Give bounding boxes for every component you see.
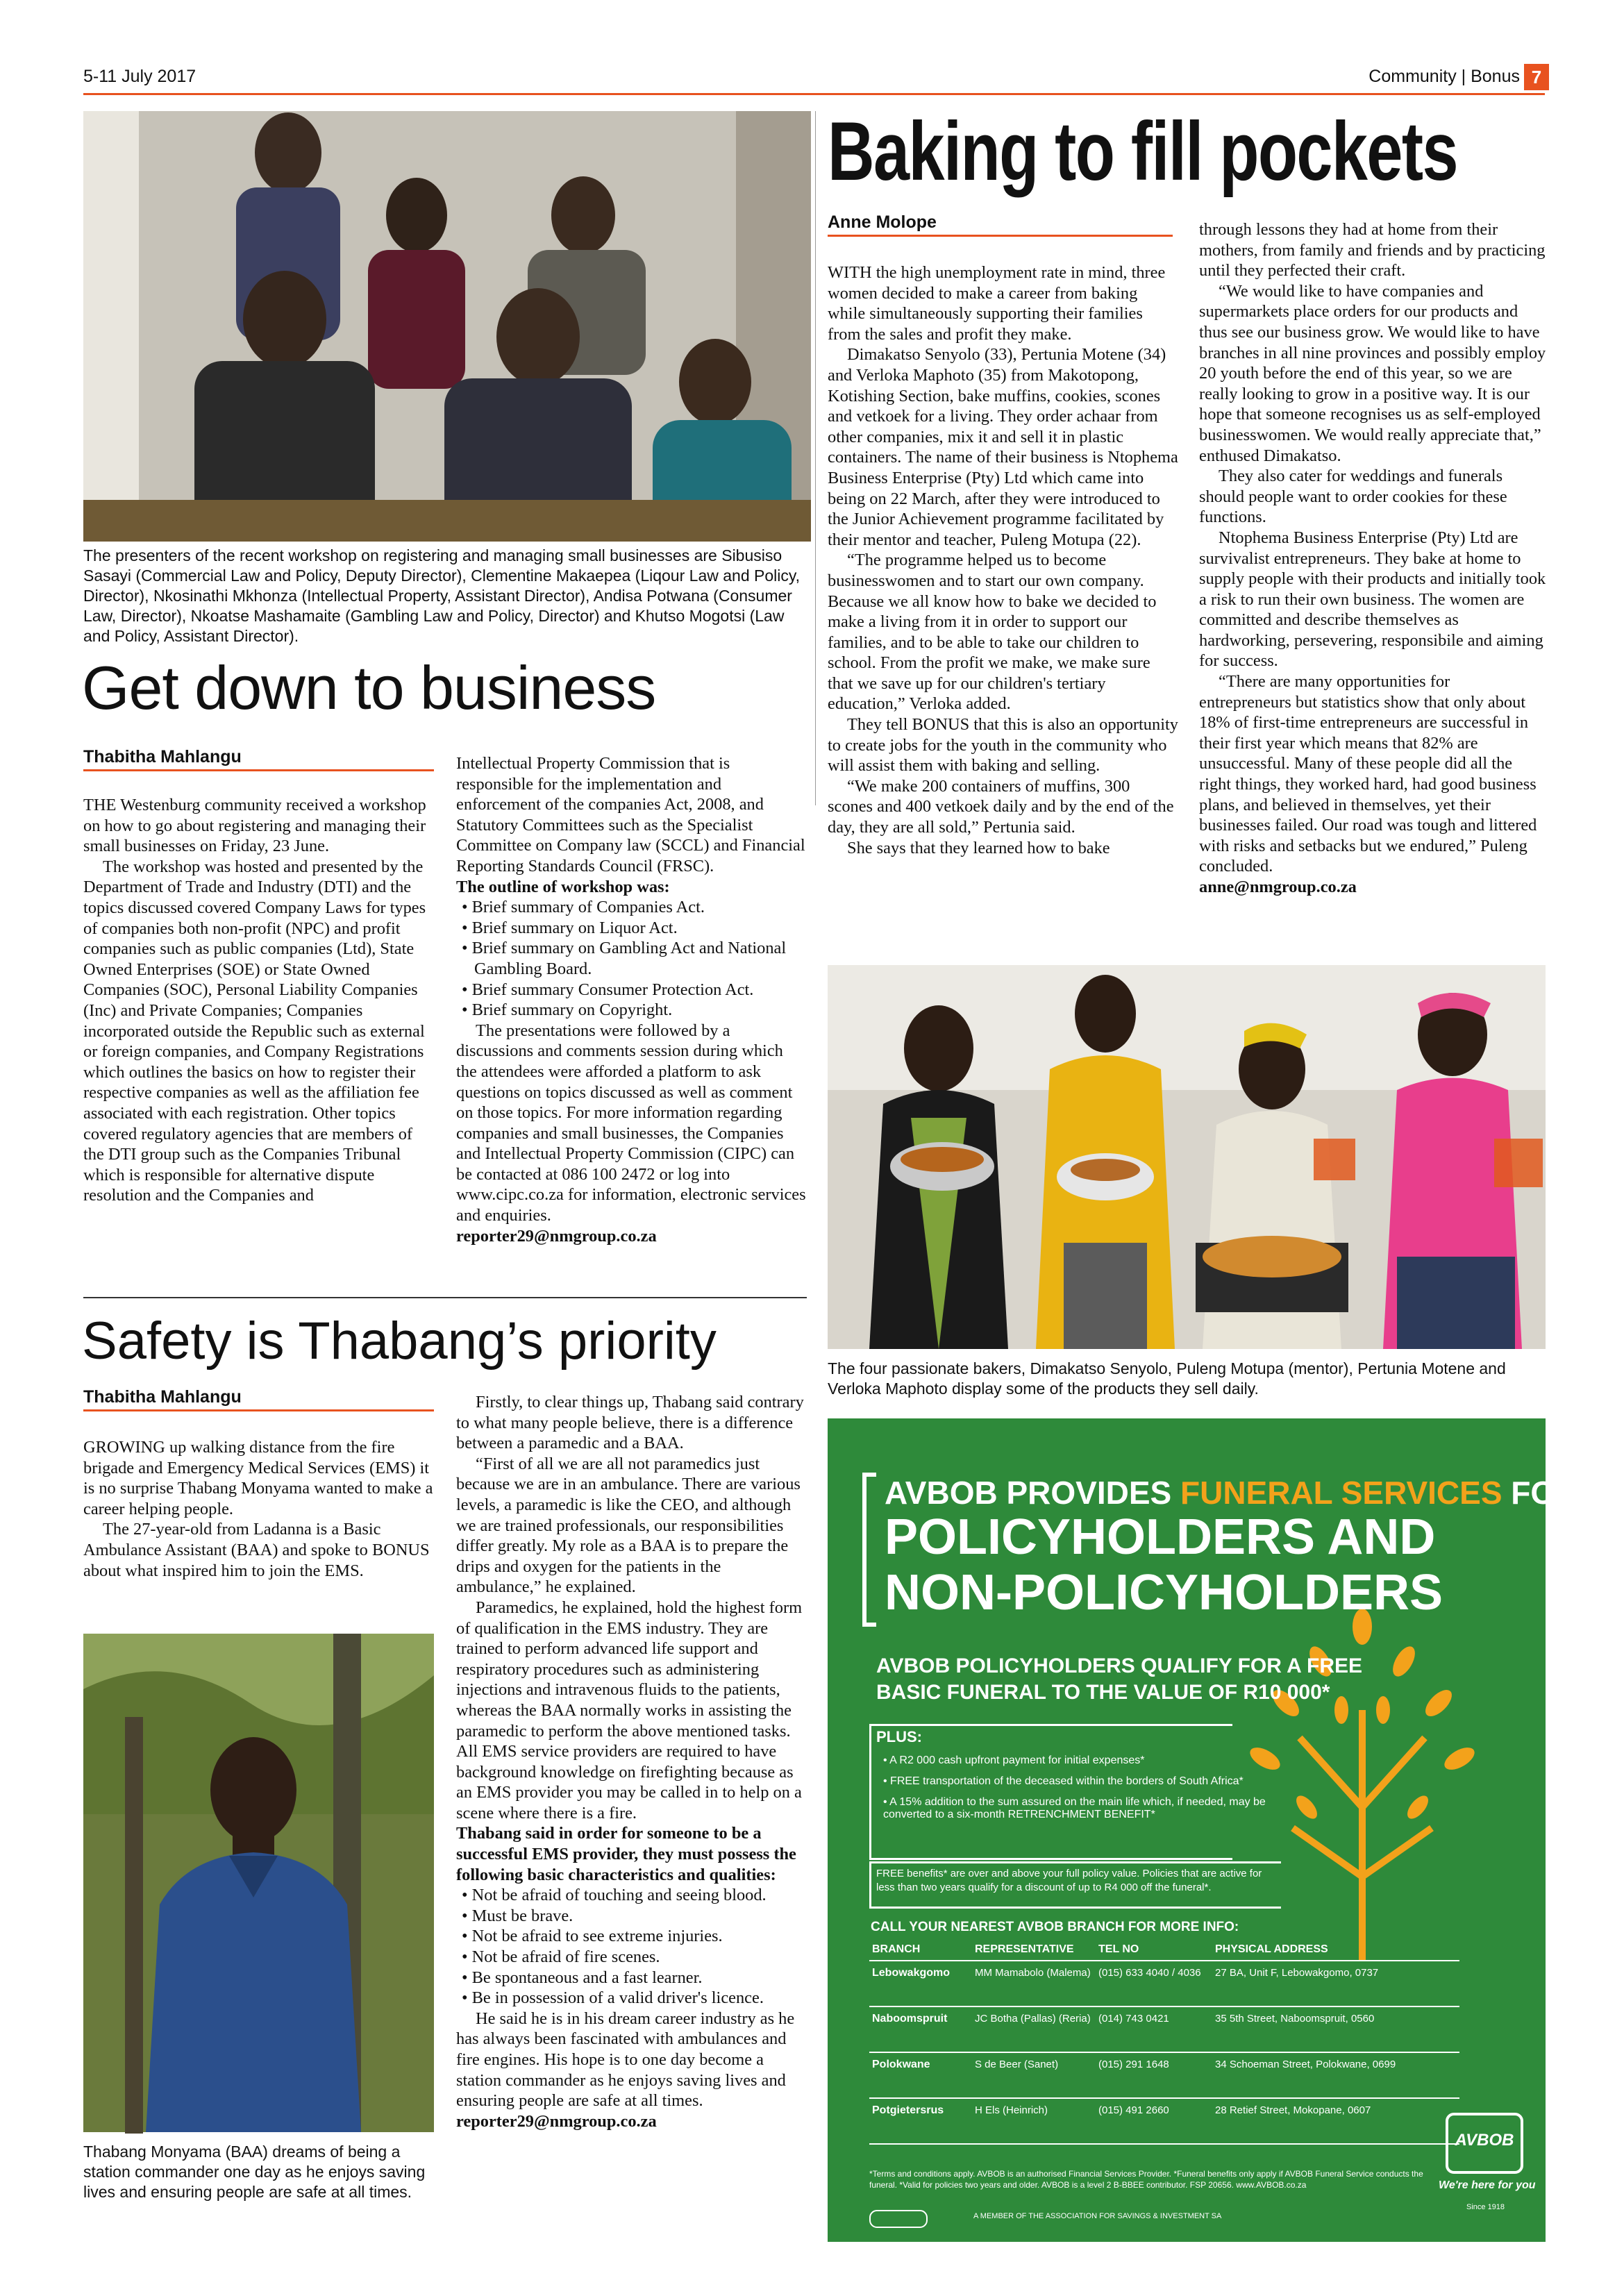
baking-col1-p2: Dimakatso Senyolo (33), Pertunia Motene (34) and Verloka Maphoto (35) from Makotopong, Kotishing Section, bake muffins, cookies, scones and vetkoek for a living. They order achaar from other companies, mix it and sell it in plastic containers. The name of their business is Ntophema Business Enterprise (Pty) Ltd which came into being on 22 March, after they were introduced to the Junior Achievement programme facilitated by their mentor and teacher, Puleng Motupa (22). (828, 345, 1178, 549)
ad-tagline: We're here for you (1439, 2179, 1536, 2191)
thabang-photo-art (83, 1634, 434, 2132)
baking-byline: Anne Molope (828, 212, 937, 232)
safety-col2-p2: “First of all we are all not paramedics just because we are in an ambulance. There are various levels, a paramedic is like the CEO, and although we are trained professionals, our responsibilities differ greatly. My role as a BAA is to prepare the drips and oxygen for the patients in the ambulance,” he explained. (456, 1454, 801, 1597)
plus-item: • FREE transportation of the deceased within the borders of South Africa* (883, 1775, 1244, 1787)
avbob-logo-text: AVBOB (1455, 2131, 1514, 2150)
headline-bracket-left (862, 1473, 876, 1627)
header-rule (83, 93, 1545, 95)
bakers-photo-art (828, 965, 1546, 1349)
business-col1-p1: THE Westenburg community received a workshop on how to go about registering and managing their small businesses on Friday, 23 June. (83, 796, 426, 856)
ad-line3: NON-POLICYHOLDERS (885, 1565, 1443, 1620)
branch-tel: (015) 291 1648 (1098, 2059, 1169, 2070)
baking-email: anne@nmgroup.co.za (1199, 878, 1357, 896)
outline-item: • Brief summary on Liquor Act. (462, 918, 678, 937)
col-tel: TEL NO (1098, 1943, 1139, 1955)
baking-headline: Baking to fill pockets (828, 105, 1458, 198)
plus-item: • A R2 000 cash upfront payment for initial expenses* (883, 1754, 1145, 1766)
business-byline: Thabitha Mahlangu (83, 747, 242, 766)
ad-since: Since 1918 (1466, 2203, 1505, 2211)
bakers-caption: The four passionate bakers, Dimakatso Senyolo, Puleng Motupa (mentor), Pertunia Motene and Verloka Maphoto display some of the products they sell daily. (828, 1359, 1506, 1398)
business-col2-intro: Intellectual Property Commission that is responsible for the implementation and enforcement of the companies Act, 2008, and Statutory Committees such as the Specialist Committee on Company law (SCCL) and Financial Reporting Standards Council (FRSC). (456, 754, 805, 875)
call-heading: CALL YOUR NEAREST AVBOB BRANCH FOR MORE INFO: (871, 1920, 1239, 1934)
baking-col1-p1: WITH the high unemployment rate in mind, three women decided to make a career from baking while simultaneously supporting their families from the sales and profit they make. (828, 263, 1166, 344)
qualities-heading: Thabang said in order for someone to be a successful EMS provider, they must possess the following basic characteristics and qualities: (456, 1824, 796, 1884)
plus-item: • A 15% addition to the sum assured on the main life which, if needed, may be converted to a six-month RETRENCHMENT BENEFIT* (883, 1796, 1266, 1820)
baking-col1-p5: “We make 200 containers of muffins, 300 scones and 400 vetkoek daily and by the end of the day, they are all sold,” Pertunia said. (828, 776, 1174, 837)
safety-col1-p2: The 27-year-old from Ladanna is a Basic Ambulance Assistant (BAA) and spoke to BONUS about what inspired him to join the EMS. (83, 1520, 430, 1580)
section-divider (83, 1297, 807, 1298)
outline-item: • Brief summary on Copyright. (462, 1000, 673, 1020)
thabang-photo (83, 1634, 434, 2132)
page-number: 7 (1524, 64, 1549, 90)
plus-box (869, 1724, 1232, 1860)
column-separator (815, 111, 816, 805)
baking-col1-p4: They tell BONUS that this is also an opportunity to create jobs for the youth in the community who will assist them with baking and selling. (828, 715, 1178, 776)
baking-col2-p4: Ntophema Business Enterprise (Pty) Ltd are survivalist entrepreneurs. They bake at home to supply people with their products and initially took a risk to run their own business. The women are committed and describe themselves as hardworking, persevering, responsibile and aiming for success. (1199, 528, 1546, 671)
outline-item: • Brief summary on Gambling Act and National Gambling Board. (462, 939, 787, 978)
baking-col1-p6: She says that they learned how to bake (847, 838, 1110, 857)
ad-sub1: AVBOB POLICYHOLDERS QUALIFY FOR A FREE (876, 1654, 1363, 1677)
safety-col2 (456, 1392, 807, 2131)
branch-rep: JC Botha (Pallas) (Reria) (975, 2013, 1091, 2025)
branch-addr: 34 Schoeman Street, Polokwane, 0699 (1215, 2059, 1396, 2070)
safety-col2-p1: Firstly, to clear things up, Thabang said contrary to what many people believe, there is a difference between a paramedic and a BAA. (456, 1393, 804, 1453)
table-row (869, 1961, 1459, 2006)
thabang-caption: Thabang Monyama (BAA) dreams of being a station commander one day as he enjoys saving lives and ensuring people are safe at all times. (83, 2143, 426, 2201)
baking-byline-rule (828, 235, 1173, 237)
business-byline-rule (83, 769, 434, 771)
baking-col2-p2: “We would like to have companies and supermarkets place orders for our products and thus see our business grow. We would like to have branches in all nine provinces and possibly employ 20 youth before the end of this year, so we are really looking to grow in a positive way. It is our hope that someone recognises us as self-employed businesswomen. We would really appreciate that,” enthused Dimakatso. (1199, 281, 1546, 465)
safety-col2-p3: Paramedics, he explained, hold the highest form of qualification in the EMS industry. They are trained to perform advanced life support and respiratory procedures such as administering injections and intravenous fluids to the patients, whereas the BAA normally works in assisting the paramedic to perform the above mentioned tasks. (456, 1598, 803, 1741)
table-row (869, 2098, 1459, 2144)
branch-rep: S de Beer (Sanet) (975, 2059, 1059, 2070)
col-branch: BRANCH (872, 1943, 921, 1955)
asisa-logo (869, 2210, 928, 2228)
quality-item: • Be in possession of a valid driver's licence. (462, 1988, 764, 2008)
presenters-photo (83, 111, 811, 542)
avbob-logo (1446, 2113, 1523, 2174)
branch-tel: (015) 491 2660 (1098, 2104, 1169, 2116)
presenters-caption: The presenters of the recent workshop on registering and managing small businesses are Sibusiso Sasayi (Commercial Law and Policy, Deputy Director), Clementine Makaepea (Liqour Law and Policy, Director), Nkosinathi Mkhonza (Intellectual Property, Assistant Director), Andisa Potwana (Consumer Law, Director), Nkoatse Mashamaite (Gambling Law and Policy, Director) and Khutso Mogotsi (Law and Policy, Assistant Director). (83, 546, 801, 645)
free-benefits: FREE benefits* are over and above your full policy value. Policies that are active for less than two years qualify for a discount of up to R4 000 off the funeral*. (876, 1868, 1262, 1893)
safety-outro: He said he is in his dream career industry as he has always been fascinated with ambulances and fire engines. His hope is to one day become a station commander as he enjoys saving lives and ensuring people are safe at all times. (456, 2009, 795, 2111)
branch-table-header (869, 1939, 1459, 1961)
quality-item: • Not be afraid of touching and seeing blood. (462, 1886, 767, 1905)
branch-addr: 28 Retief Street, Mokopane, 0607 (1215, 2104, 1371, 2116)
safety-email: reporter29@nmgroup.co.za (456, 2111, 657, 2131)
ad-line2: POLICYHOLDERS AND (885, 1509, 1436, 1565)
branch-name: Lebowakgomo (872, 1967, 951, 1979)
table-row (869, 2052, 1459, 2098)
quality-item: • Not be afraid of fire scenes. (462, 1947, 660, 1967)
business-col2-outro: The presentations were followed by a discussions and comments session during which the attendees were afforded a platform to ask questions on topics discussed as well as comment on those topics. For more information regarding companies and small businesses, the Companies and Intellectual Property Commission (CIPC) can be contacted at 086 100 2472 or log into www.cipc.co.za for information, electronic services and enquiries. (456, 1021, 806, 1225)
branch-tel: (015) 633 4040 / 4036 (1098, 1967, 1201, 1979)
branch-name: Polokwane (872, 2059, 930, 2070)
outline-item: • Brief summary Consumer Protection Act. (462, 980, 754, 999)
outline-item: • Brief summary of Companies Act. (462, 898, 705, 917)
baking-col2-p1: through lessons they had at home from their mothers, from family and friends and by practicing until they perfected their craft. (1199, 220, 1546, 280)
asisa-text: A MEMBER OF THE ASSOCIATION FOR SAVINGS & INVESTMENT SA (973, 2212, 1222, 2220)
safety-col2-p4: All EMS service providers are required to have background knowledge on firefighting because as an EMS provider you may be called in to help on a scene where there is a fire. (456, 1742, 802, 1822)
safety-col1 (83, 1437, 434, 1581)
outline-heading: The outline of workshop was: (456, 877, 670, 896)
ad-line1: AVBOB PROVIDES FUNERAL SERVICES FOR (885, 1475, 1579, 1511)
baking-col1 (828, 262, 1178, 858)
safety-byline: Thabitha Mahlangu (83, 1387, 242, 1407)
business-col1 (83, 795, 434, 1206)
terms-text: *Terms and conditions apply. AVBOB is an authorised Financial Services Provider. *Funeral benefits only apply if AVBOB Funeral Service conducts the funeral. *Valid for policies two years and older. AVBOB is a level 2 B-BBEE contributor. FSP 20656. www.AVBOB.co.za (869, 2169, 1423, 2190)
safety-col1-p1: GROWING up walking distance from the fire brigade and Emergency Medical Services (EMS) it is no surprise Thabang Monyama wanted to make a career helping people. (83, 1438, 433, 1518)
branch-name: Potgietersrus (872, 2104, 944, 2116)
section-label: Community | Bonus (1368, 67, 1520, 86)
col-address: PHYSICAL ADDRESS (1215, 1943, 1328, 1955)
branch-table (869, 1939, 1459, 2145)
ad-sub2: BASIC FUNERAL TO THE VALUE OF R10 000* (876, 1681, 1330, 1704)
quality-item: • Must be brave. (462, 1906, 574, 1925)
bakers-photo (828, 965, 1546, 1349)
quality-item: • Be spontaneous and a fast learner. (462, 1968, 703, 1987)
plus-label: PLUS: (876, 1728, 922, 1745)
branch-name: Naboomspruit (872, 2013, 948, 2025)
branch-addr: 27 BA, Unit F, Lebowakgomo, 0737 (1215, 1967, 1379, 1979)
branch-addr: 35 5th Street, Naboomspruit, 0560 (1215, 2013, 1375, 2025)
col-representative: REPRESENTATIVE (975, 1943, 1074, 1955)
safety-byline-rule (83, 1409, 434, 1411)
business-email: reporter29@nmgroup.co.za (456, 1226, 657, 1246)
quality-item: • Not be afraid to see extreme injuries. (462, 1927, 723, 1946)
business-col2 (456, 753, 807, 1246)
branch-tel: (014) 743 0421 (1098, 2013, 1169, 2025)
table-row (869, 2006, 1459, 2052)
baking-col2-p5: “There are many opportunities for entrepreneurs but statistics show that only about 18% of first-time entrepreneurs are successful in their first year which means that 82% are unsuccessful. Many of these people did all the right things, they worked hard, had good business plans, and believed in themselves, yet their businesses failed. Our road was tough and littered with risks and setbacks but we endured,” Puleng concluded. (1199, 672, 1537, 876)
issue-date: 5-11 July 2017 (83, 67, 196, 86)
baking-col2-p3: They also cater for weddings and funerals should people want to order cookies for these functions. (1199, 467, 1507, 527)
baking-col1-p3: “The programme helped us to become businesswomen and to start our own company. Because we all know how to bake we decided to make a living from it in order to support our families, and to be able to take our children to school. From the profit we make, we make sure that we save up for our children's tertiary education,” Verloka added. (828, 551, 1157, 714)
avbob-advert (828, 1418, 1579, 2242)
branch-rep: H Els (Heinrich) (975, 2104, 1048, 2116)
business-col1-p2: The workshop was hosted and presented by the Department of Trade and Industry (DTI) and the topics discussed covered Company Laws for types of companies both non-profit (NPC) and profit companies such as public companies (Ltd), State Owned Enterprises (SOE) or State Owned Companies (SOC), Personal Liability Companies (Inc) and Private Companies; Companies incorporated outside the Republic such as external or foreign companies, and Company Registrations which outlines the basics on how to register their respective companies as well as the affiliation fee associated with each registration. Other topics covered regulatory agencies that are members of the DTI group such as the Companies Tribunal which is responsible for alternative dispute resolution and the Companies and (83, 857, 426, 1205)
branch-rep: MM Mamabolo (Malema) (975, 1967, 1091, 1979)
safety-headline: Safety is Thabang’s priority (82, 1312, 717, 1371)
business-headline: Get down to business (82, 653, 656, 722)
baking-col2 (1199, 219, 1546, 898)
presenters-photo-art (83, 111, 811, 542)
